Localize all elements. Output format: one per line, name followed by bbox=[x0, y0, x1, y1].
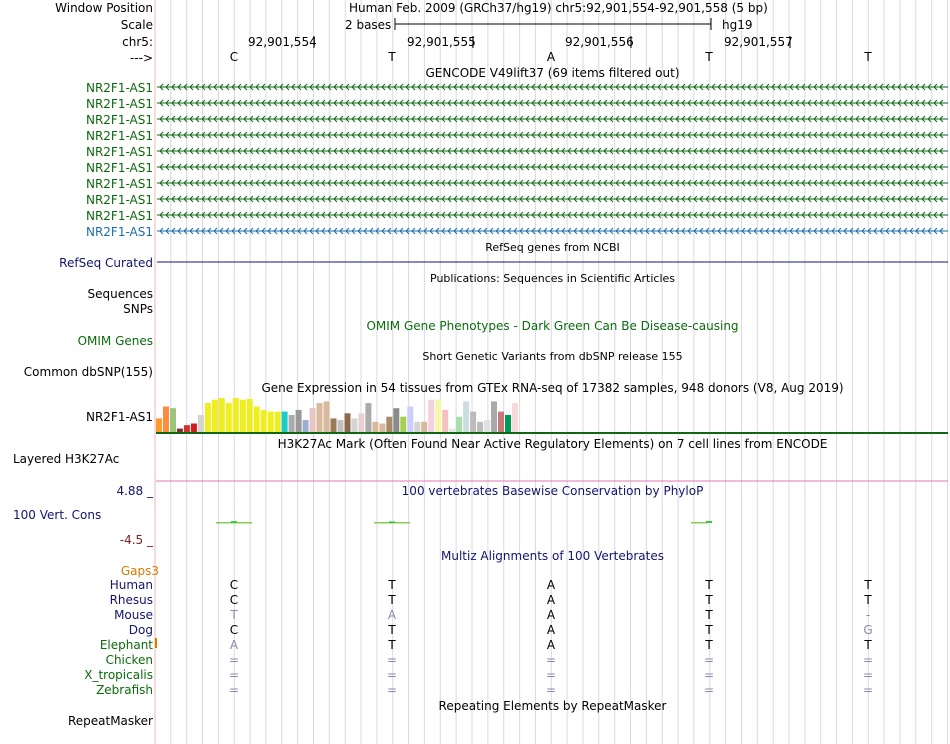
alignment-base: G bbox=[863, 623, 873, 637]
alignment-base: = bbox=[228, 668, 240, 682]
scale-text: 2 bases bbox=[345, 18, 392, 32]
species-label[interactable]: Rhesus bbox=[109, 593, 153, 607]
gaps-label[interactable]: Gaps3 bbox=[120, 564, 159, 578]
alignment-base: A bbox=[546, 593, 556, 607]
assembly-name: hg19 bbox=[722, 18, 753, 32]
species-label[interactable]: Chicken bbox=[105, 653, 153, 667]
alignment-base: = bbox=[386, 683, 398, 697]
species-label[interactable]: Elephant bbox=[99, 638, 153, 652]
alignment-base: T bbox=[864, 593, 872, 607]
alignment-base: A bbox=[387, 608, 397, 622]
alignment-base: A bbox=[546, 608, 556, 622]
alignment-base: T bbox=[864, 638, 872, 652]
repeatmasker-track-title[interactable]: Repeating Elements by RepeatMasker bbox=[438, 699, 667, 713]
gene-label[interactable]: NR2F1-AS1 bbox=[85, 193, 153, 207]
repeatmasker-label[interactable]: RepeatMasker bbox=[67, 714, 153, 728]
gene-label[interactable]: NR2F1-AS1 bbox=[85, 97, 153, 111]
alignment-base: T bbox=[705, 593, 713, 607]
base-letter: C bbox=[229, 50, 239, 64]
chrom-label: chr5: bbox=[122, 35, 153, 49]
alignment-base: = bbox=[386, 653, 398, 667]
alignment-base: = bbox=[703, 653, 715, 667]
h3k27ac-label[interactable]: Layered H3K27Ac bbox=[13, 452, 120, 466]
base-letter: T bbox=[705, 50, 713, 64]
alignment-base: C bbox=[229, 593, 239, 607]
alignment-base: T bbox=[388, 593, 396, 607]
alignment-base: A bbox=[546, 638, 556, 652]
gene-label[interactable]: NR2F1-AS1 bbox=[85, 225, 153, 239]
alignment-base: C bbox=[229, 578, 239, 592]
gene-label[interactable]: NR2F1-AS1 bbox=[85, 209, 153, 223]
multiz-track-title[interactable]: Multiz Alignments of 100 Vertebrates bbox=[440, 549, 665, 563]
phylop-max-label: 4.88 _ bbox=[116, 484, 153, 498]
ruler-label: 92,901,555 bbox=[407, 35, 476, 49]
gene-label[interactable]: NR2F1-AS1 bbox=[85, 81, 153, 95]
phylop-min-label: -4.5 _ bbox=[119, 533, 153, 547]
alignment-base: = bbox=[862, 653, 874, 667]
species-label[interactable]: X_tropicalis bbox=[84, 668, 153, 682]
dbsnp-label[interactable]: Common dbSNP(155) bbox=[23, 365, 153, 379]
alignment-base: = bbox=[228, 653, 240, 667]
gene-label[interactable]: NR2F1-AS1 bbox=[85, 113, 153, 127]
alignment-base: A bbox=[546, 578, 556, 592]
base-letter: A bbox=[546, 50, 556, 64]
alignment-base: = bbox=[545, 683, 557, 697]
publications-track-title[interactable]: Publications: Sequences in Scientific Articles bbox=[430, 272, 675, 285]
alignment-base: = bbox=[703, 683, 715, 697]
alignment-base: A bbox=[229, 638, 239, 652]
alignment-base: = bbox=[862, 683, 874, 697]
alignment-base: C bbox=[229, 623, 239, 637]
alignment-base: T bbox=[864, 578, 872, 592]
alignment-base: T bbox=[388, 578, 396, 592]
gene-label[interactable]: NR2F1-AS1 bbox=[85, 161, 153, 175]
dbsnp-track-title[interactable]: Short Genetic Variants from dbSNP release 155 bbox=[422, 350, 683, 363]
gene-label[interactable]: NR2F1-AS1 bbox=[85, 177, 153, 191]
species-label[interactable]: Zebrafish bbox=[96, 683, 153, 697]
refseq-track-title[interactable]: RefSeq genes from NCBI bbox=[485, 241, 620, 254]
alignment-base: T bbox=[705, 638, 713, 652]
refseq-label[interactable]: RefSeq Curated bbox=[59, 256, 153, 270]
alignment-base: T bbox=[705, 623, 713, 637]
window-position-text: Human Feb. 2009 (GRCh37/hg19) chr5:92,901,554-92,901,558 (5 bp) bbox=[349, 1, 768, 15]
alignment-base: = bbox=[703, 668, 715, 682]
phylop-track-title[interactable]: 100 vertebrates Basewise Conservation by PhyloP bbox=[401, 484, 704, 498]
strand-label: ---> bbox=[129, 51, 153, 65]
alignment-base: T bbox=[705, 578, 713, 592]
alignment-base: = bbox=[545, 668, 557, 682]
species-label[interactable]: Human bbox=[109, 578, 153, 592]
alignment-base: = bbox=[386, 668, 398, 682]
publications-snps-label[interactable]: SNPs bbox=[123, 302, 153, 316]
omim-label[interactable]: OMIM Genes bbox=[77, 334, 153, 348]
ruler-label: 92,901,557 bbox=[724, 35, 793, 49]
publications-sequences-label[interactable]: Sequences bbox=[87, 287, 153, 301]
alignment-base: T bbox=[388, 623, 396, 637]
alignment-base: = bbox=[862, 668, 874, 682]
ruler-label: 92,901,556 bbox=[565, 35, 634, 49]
scale-label: Scale bbox=[120, 18, 153, 32]
omim-track-title[interactable]: OMIM Gene Phenotypes - Dark Green Can Be Disease-causing bbox=[366, 319, 739, 333]
alignment-base: A bbox=[546, 623, 556, 637]
alignment-base: T bbox=[388, 638, 396, 652]
alignment-base: T bbox=[230, 608, 238, 622]
gene-label[interactable]: NR2F1-AS1 bbox=[85, 145, 153, 159]
ruler-label: 92,901,554 bbox=[248, 35, 317, 49]
gtex-label[interactable]: NR2F1-AS1 bbox=[85, 410, 153, 424]
gene-label[interactable]: NR2F1-AS1 bbox=[85, 129, 153, 143]
window-position-label: Window Position bbox=[55, 1, 153, 15]
alignment-base: = bbox=[545, 653, 557, 667]
phylop-label[interactable]: 100 Vert. Cons bbox=[13, 508, 102, 522]
alignment-base: - bbox=[865, 608, 871, 622]
h3k27ac-track-title[interactable]: H3K27Ac Mark (Often Found Near Active Regulatory Elements) on 7 cell lines from ENCODE bbox=[277, 437, 828, 451]
species-label[interactable]: Dog bbox=[128, 623, 153, 637]
alignment-base: T bbox=[705, 608, 713, 622]
gencode-track-title[interactable]: GENCODE V49lift37 (69 items filtered out) bbox=[425, 66, 680, 80]
base-letter: T bbox=[388, 50, 396, 64]
species-label[interactable]: Mouse bbox=[114, 608, 153, 622]
gtex-track-title[interactable]: Gene Expression in 54 tissues from GTEx RNA-seq of 17382 samples, 948 donors (V8, Aug 2019) bbox=[261, 381, 844, 395]
alignment-base: = bbox=[228, 683, 240, 697]
base-letter: T bbox=[864, 50, 872, 64]
